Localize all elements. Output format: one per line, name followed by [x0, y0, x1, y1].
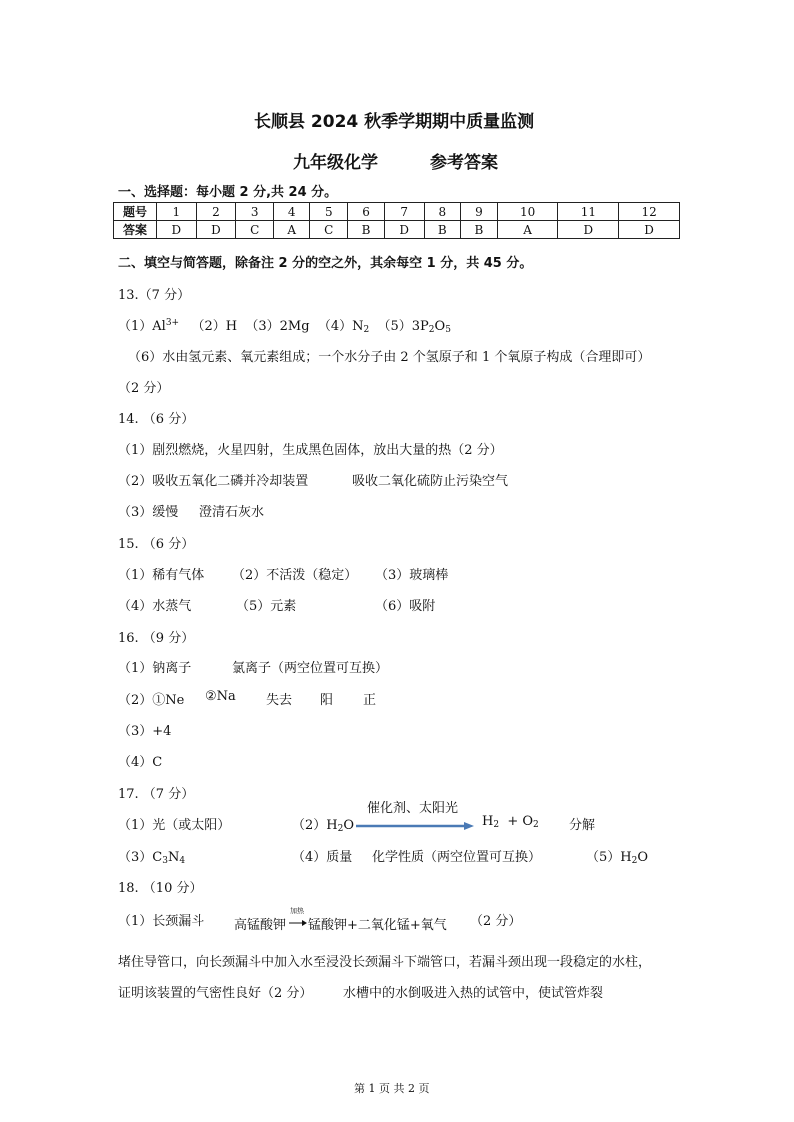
- formula-part: （2）H: [292, 818, 338, 833]
- q16-line2d: 阳: [320, 693, 334, 708]
- q18-line1a: （1）长颈漏斗: [118, 914, 205, 929]
- q15-line2b: （5）元素: [236, 599, 297, 614]
- q16-line2e: 正: [363, 693, 377, 708]
- answer-key-title: 参考答案: [430, 153, 498, 173]
- q18-heading: 18. （10 分）: [118, 881, 203, 896]
- table-cell: B: [424, 221, 461, 239]
- q18-heat-label: 加热: [290, 907, 304, 915]
- q17-line1a: （1）光（或太阳）: [118, 818, 231, 833]
- table-cell: 1: [157, 203, 197, 221]
- q18-reactant: 高锰酸钾: [234, 918, 287, 933]
- formula-part: O: [343, 818, 355, 833]
- subscript: 2: [493, 820, 500, 830]
- table-cell: C: [310, 221, 348, 239]
- q16-line2c: 失去: [266, 693, 293, 708]
- reaction-arrow-icon: [356, 821, 474, 831]
- table-cell: 10: [497, 203, 558, 221]
- q16-heading: 16. （9 分）: [118, 631, 195, 646]
- table-cell: D: [196, 221, 236, 239]
- q16-line2a: （2）①Ne: [118, 693, 185, 708]
- q13-answer-5: （5）3P: [377, 319, 429, 334]
- q14-line3b: 澄清石灰水: [199, 505, 265, 520]
- q17-equation-right: [482, 814, 539, 830]
- subscript: 4: [179, 856, 186, 866]
- q16-line2b: ②Na: [205, 689, 236, 704]
- q15-heading: 15. （6 分）: [118, 537, 195, 552]
- q17-reaction-type: 分解: [569, 818, 596, 833]
- table-cell: D: [157, 221, 197, 239]
- table-cell: D: [619, 221, 680, 239]
- q18-score-note: （2 分）: [470, 914, 522, 929]
- q14-line3a: （3）缓慢: [118, 505, 179, 520]
- q13-answer-1-charge: 3+: [165, 318, 180, 328]
- section1-heading: 一、选择题：每小题 2 分,共 24 分。: [118, 185, 338, 200]
- q17-line2b: （4）质量: [292, 850, 353, 865]
- q15-line1b: （2）不活泼（稳定）: [232, 568, 358, 583]
- q15-line1c: （3）玻璃棒: [375, 568, 449, 583]
- subscript: 5: [445, 325, 451, 335]
- subscript: 2: [337, 824, 344, 834]
- q18-products: 锰酸钾+二氧化锰+氧气: [308, 918, 447, 933]
- table-cell: 12: [619, 203, 680, 221]
- table-cell: A: [497, 221, 558, 239]
- q17-heading: 17. （7 分）: [118, 787, 195, 802]
- formula-part: O: [637, 850, 649, 865]
- q14-heading: 14. （6 分）: [118, 412, 195, 427]
- q16-line1b: 氯离子（两空位置可互换）: [232, 661, 389, 676]
- formula-part: + O: [507, 814, 534, 829]
- subscript: 2: [363, 325, 370, 335]
- q17-line2c: 化学性质（两空位置可互换）: [372, 850, 542, 865]
- subject-title: 九年级化学: [293, 153, 378, 173]
- q13-heading: 13.（7 分）: [118, 288, 191, 303]
- q15-line1a: （1）稀有气体: [118, 568, 205, 583]
- table-cell: 11: [558, 203, 619, 221]
- subscript: 3: [162, 856, 168, 866]
- q14-line2a: （2）吸收五氧化二磷并冷却装置: [118, 474, 309, 489]
- q13-answer-4: （4）N: [317, 319, 364, 334]
- q17-equation-left: [292, 814, 354, 834]
- reaction-arrow-icon: [289, 919, 307, 927]
- q14-line2b: 吸收二氧化硫防止污染空气: [352, 474, 509, 489]
- q16-line4: （4）C: [118, 755, 163, 770]
- formula-part: O: [434, 319, 446, 334]
- row-label-number: 题号: [114, 203, 157, 221]
- q15-line2c: （6）吸附: [375, 599, 436, 614]
- formula-part: （5）H: [586, 850, 632, 865]
- table-cell: C: [236, 221, 274, 239]
- row-label-answer: 答案: [114, 221, 157, 239]
- table-row: [114, 221, 680, 239]
- table-row: [114, 203, 680, 221]
- table-cell: 6: [348, 203, 385, 221]
- q13-line3: （2 分）: [118, 381, 170, 396]
- q18-line2: 堵住导管口，向长颈漏斗中加入水至浸没长颈漏斗下端管口，若漏斗颈出现一段稳定的水柱，: [118, 955, 652, 970]
- q16-line1a: （1）钠离子: [118, 661, 192, 676]
- table-cell: B: [348, 221, 385, 239]
- table-cell: 2: [196, 203, 236, 221]
- q13-answer-3: （3）2Mg: [245, 319, 310, 334]
- table-cell: B: [461, 221, 498, 239]
- subscript: 2: [533, 820, 539, 830]
- formula-part: （3）C: [118, 850, 163, 865]
- q13-line1: [118, 315, 451, 335]
- subscript: 2: [631, 856, 638, 866]
- page-title: 长顺县 2024 秋季学期期中质量监测: [254, 112, 535, 132]
- q17-catalyst-label: 催化剂、太阳光: [367, 801, 459, 816]
- table-cell: 9: [461, 203, 498, 221]
- subscript: 2: [428, 325, 435, 335]
- q17-line2a: [118, 846, 185, 866]
- section2-heading: 二、填空与简答题，除备注 2 分的空之外，其余每空 1 分，共 45 分。: [118, 256, 533, 271]
- table-cell: D: [558, 221, 619, 239]
- table-cell: D: [384, 221, 424, 239]
- formula-part: N: [167, 850, 180, 865]
- table-cell: 8: [424, 203, 461, 221]
- q13-line2: （6）水由氢元素、氧元素组成；一个水分子由 2 个氢原子和 1 个氧原子构成（合理即可）: [128, 350, 651, 365]
- table-cell: 5: [310, 203, 348, 221]
- table-cell: 3: [236, 203, 274, 221]
- page-number: 第 1 页 共 2 页: [354, 1082, 430, 1095]
- answer-table: [113, 202, 680, 239]
- q18-line3b: 水槽中的水倒吸进入热的试管中，使试管炸裂: [343, 986, 604, 1001]
- q14-line1: （1）剧烈燃烧，火星四射，生成黑色固体，放出大量的热（2 分）: [118, 443, 503, 458]
- q16-line3: （3）+4: [118, 724, 172, 739]
- q15-line2a: （4）水蒸气: [118, 599, 192, 614]
- table-cell: A: [274, 221, 310, 239]
- q17-line2d: [586, 846, 648, 866]
- q13-answer-1: （1）Al: [118, 319, 166, 334]
- table-cell: 7: [384, 203, 424, 221]
- q18-line3a: 证明该装置的气密性良好（2 分）: [118, 986, 313, 1001]
- formula-part: H: [482, 814, 494, 829]
- q13-answer-2: （2）H: [191, 319, 238, 334]
- table-cell: 4: [274, 203, 310, 221]
